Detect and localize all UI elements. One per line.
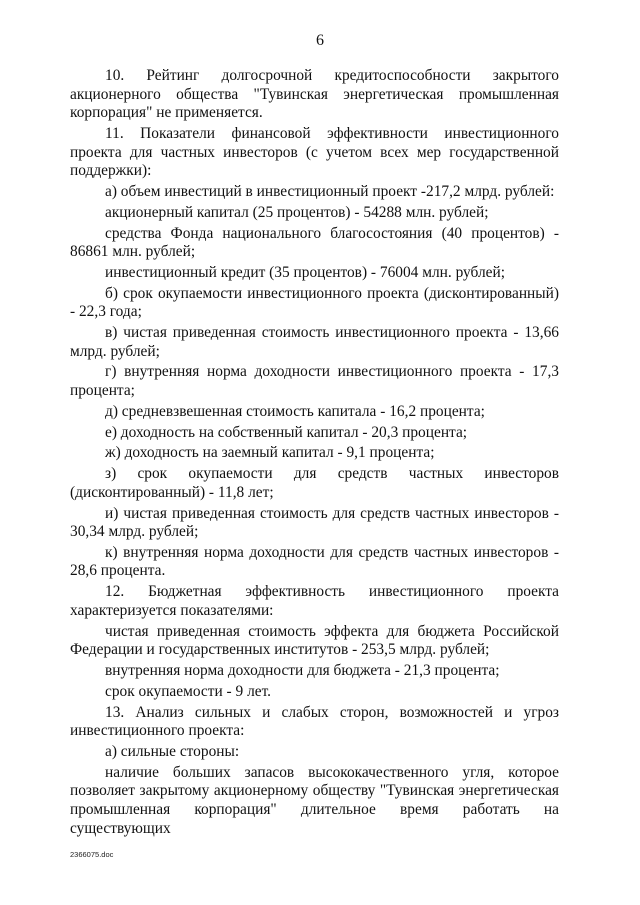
item-npv: в) чистая приведенная стоимость инвестиционного проекта - 13,66 млрд. рублей;	[70, 324, 559, 360]
item-budget-payback: срок окупаемости - 9 лет.	[105, 682, 271, 700]
item-irr: г) внутренняя норма доходности инвестиционного проекта - 17,3 процента;	[70, 363, 559, 399]
item-return-on-equity: е) доходность на собственный капитал - 20,3 процента;	[105, 423, 468, 441]
item-private-npv: и) чистая приведенная стоимость для средств частных инвесторов - 30,34 млрд. рублей;	[70, 504, 559, 541]
item-budget-npv: чистая приведенная стоимость эффекта для бюджета Российской Федерации и государственных институтов - 253,5 млрд. рублей;	[70, 622, 559, 659]
item-private-irr: к) внутренняя норма доходности для средств частных инвесторов - 28,6 процента.	[70, 543, 559, 580]
item-budget-irr: внутренняя норма доходности для бюджета - 21,3 процента;	[105, 662, 500, 679]
item-equity-capital: акционерный капитал (25 процентов) - 54288 млн. рублей;	[105, 203, 489, 221]
item-return-on-debt: ж) доходность на заемный капитал - 9,1 процента;	[105, 444, 435, 462]
page-number: 6	[316, 32, 324, 49]
document-body	[70, 67, 559, 840]
item-investment-credit: инвестиционный кредит (35 процентов) - 76004 млн. рублей;	[105, 263, 506, 281]
item-investment-volume: а) объем инвестиций в инвестиционный проект -217,2 млрд. рублей:	[105, 182, 555, 200]
paragraph-swot: 13. Анализ сильных и слабых сторон, возможностей и угроз инвестиционного проекта:	[70, 703, 559, 740]
item-strengths: а) сильные стороны:	[105, 742, 240, 760]
paragraph-budget-efficiency: 12. Бюджетная эффективность инвестиционного проекта характеризуется показателями:	[70, 583, 559, 619]
item-welfare-fund: средства Фонда национального благосостояния (40 процентов) - 86861 млн. рублей;	[70, 224, 559, 261]
paragraph-financial-indicators: 11. Показатели финансовой эффективности инвестиционного проекта для частных инвесторов (с учетом всех мер государственной поддержки):	[70, 124, 559, 180]
item-coal-reserves: наличие больших запасов высококачественного угля, которое позволяет закрытому акционерному обществу "Тувинская энергетическая промышленная корпорация" длительное время работать на существующих	[70, 763, 559, 837]
item-wacc: д) средневзвешенная стоимость капитала - 16,2 процента;	[105, 402, 485, 420]
footer-filename: 2366075.doc	[70, 850, 114, 859]
item-payback-period: б) срок окупаемости инвестиционного проекта (дисконтированный) - 22,3 года;	[70, 284, 559, 321]
paragraph-rating: 10. Рейтинг долгосрочной кредитоспособности закрытого акционерного общества "Тувинская энергетическая промышленная корпорация" не применяется.	[70, 67, 559, 122]
item-private-payback: з) срок окупаемости для средств частных инвесторов (дисконтированный) - 11,8 лет;	[70, 465, 559, 501]
